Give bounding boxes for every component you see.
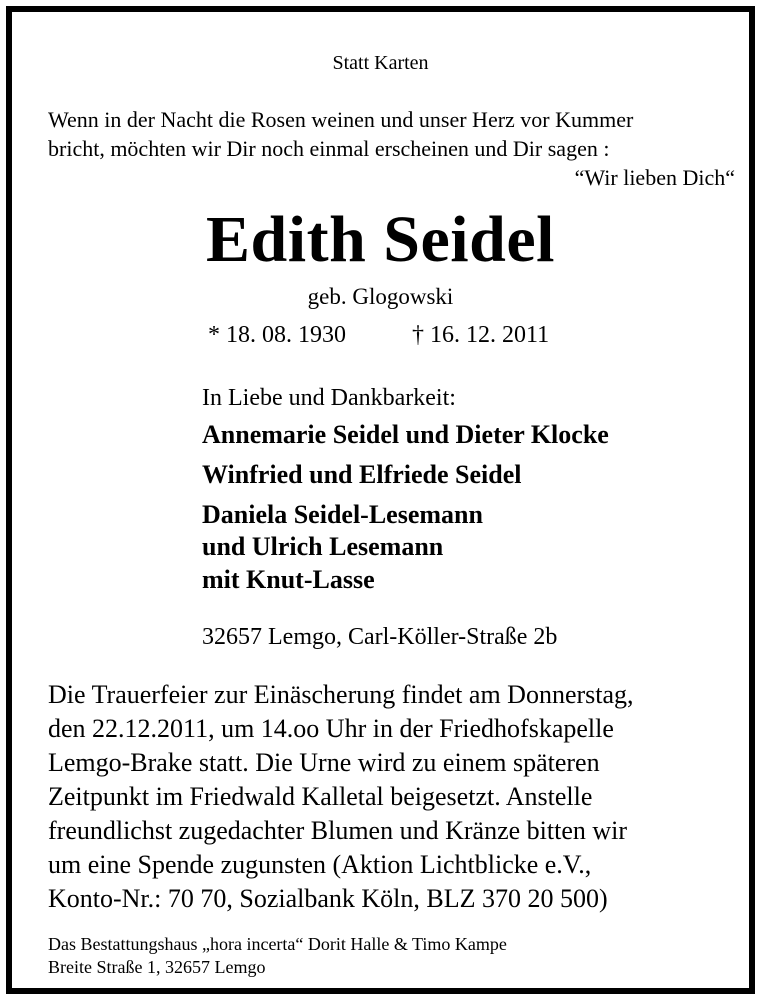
mourner-line: Winfried und Elfriede Seidel	[202, 460, 522, 489]
ceremony-line: um eine Spende zugunsten (Aktion Lichtblicke e.V.,	[48, 850, 592, 879]
family-address: 32657 Lemgo, Carl-Köller-Straße 2b	[202, 624, 558, 650]
poem-line-3: “Wir lieben Dich“	[574, 165, 735, 190]
mourners-intro: In Liebe und Dankbarkeit:	[202, 385, 456, 411]
header-statt-karten: Statt Karten	[332, 52, 429, 74]
ceremony-line: Lemgo-Brake statt. Die Urne wird zu einem späteren	[48, 748, 600, 777]
ceremony-line: freundlichst zugedachter Blumen und Kränze bitten wir	[48, 816, 628, 845]
mourner-line: mit Knut-Lasse	[202, 565, 375, 594]
ceremony-line: Zeitpunkt im Friedwald Kalletal beigesetzt. Anstelle	[48, 782, 593, 811]
funeral-home-name: Das Bestattungshaus „hora incerta“ Dorit Halle & Timo Kampe	[48, 934, 507, 954]
ceremony-line: den 22.12.2011, um 14.oo Uhr in der Friedhofskapelle	[48, 714, 614, 743]
mourner-line: Annemarie Seidel und Dieter Klocke	[202, 420, 609, 449]
ceremony-line: Konto-Nr.: 70 70, Sozialbank Köln, BLZ 370 20 500)	[48, 884, 608, 913]
mourner-line: Daniela Seidel-Lesemann	[202, 500, 483, 529]
funeral-home-address: Breite Straße 1, 32657 Lemgo	[48, 957, 266, 977]
birth-date: * 18. 08. 1930	[208, 322, 346, 348]
death-date: † 16. 12. 2011	[412, 322, 550, 348]
deceased-name: Edith Seidel	[206, 203, 555, 276]
poem-line-1: Wenn in der Nacht die Rosen weinen und unser Herz vor Kummer	[48, 107, 634, 132]
maiden-name: geb. Glogowski	[307, 284, 454, 309]
mourner-line: und Ulrich Lesemann	[202, 532, 444, 561]
poem-line-2: bricht, möchten wir Dir noch einmal erscheinen und Dir sagen :	[48, 136, 610, 161]
ceremony-line: Die Trauerfeier zur Einäscherung findet am Donnerstag,	[48, 680, 634, 709]
obituary-frame	[6, 6, 755, 994]
